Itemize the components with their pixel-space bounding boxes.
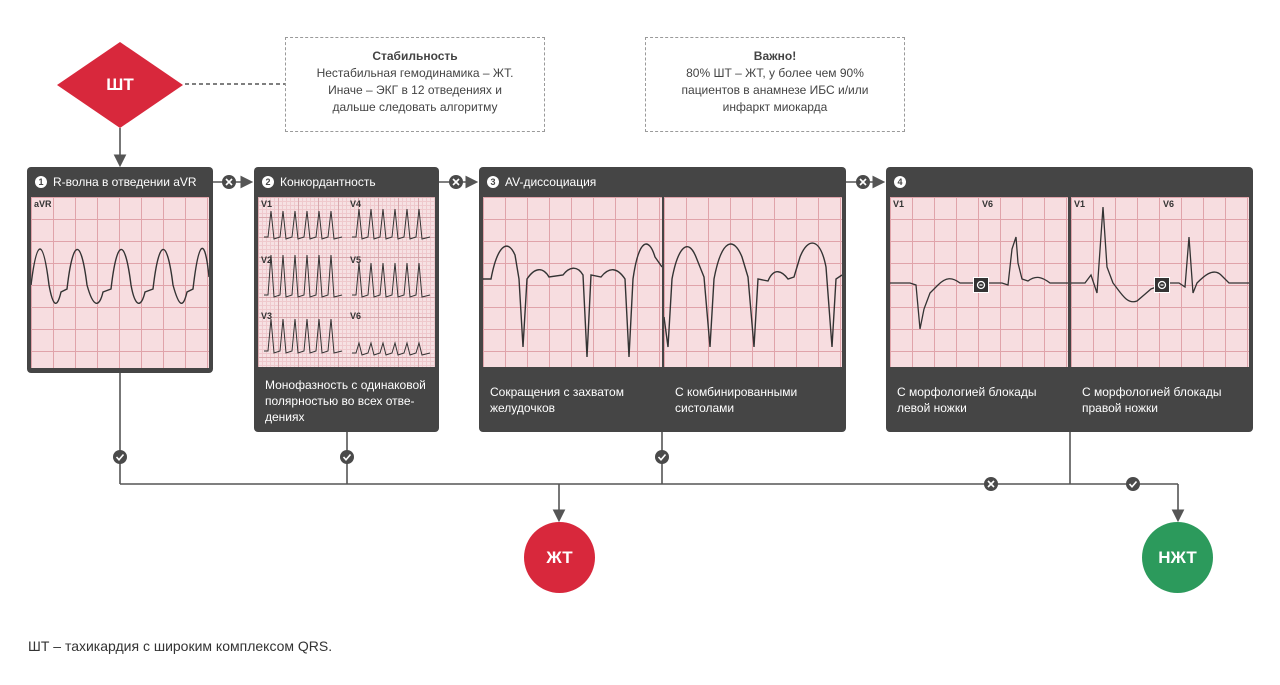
caption-line: С морфологией блокады (897, 385, 1037, 399)
lead-label: V3 (261, 311, 273, 321)
step-header (894, 175, 912, 189)
step-title: R-волна в отведении aVR (53, 175, 197, 189)
note-title: Стабильность (372, 49, 458, 63)
note-line: 80% ШТ – ЖТ, у более чем 90% (686, 66, 864, 80)
target-icon (1154, 277, 1170, 293)
lead-label: V6 (1163, 199, 1175, 209)
caption-line: С комбинированными (675, 385, 798, 399)
cross-icon (856, 175, 870, 189)
caption-line: С морфологией блокады (1082, 385, 1222, 399)
step-2-card (254, 167, 439, 432)
caption-line: дениях (265, 410, 305, 424)
step-number: 4 (894, 176, 906, 188)
start-node-label: ШТ (106, 75, 134, 94)
note-line: дальше следовать алгоритму (332, 100, 498, 114)
check-icon (1126, 477, 1140, 491)
outcome-svt: НЖТ (1142, 522, 1213, 593)
step-caption (897, 384, 1067, 416)
step-header (35, 175, 197, 189)
cross-icon (449, 175, 463, 189)
check-icon (113, 450, 127, 464)
note-important (645, 37, 905, 132)
ecg-panel-avr (31, 197, 209, 368)
footnote: ШТ – тахикардия с широким комплексом QRS. (28, 638, 333, 654)
ecg-panel-concordance (258, 197, 435, 367)
caption-line: систолами (675, 401, 735, 415)
lead-label: V6 (982, 199, 994, 209)
ecg-panel-capture-beats (483, 197, 662, 367)
note-line: Нестабильная гемодинамика – ЖТ. (316, 66, 514, 80)
lead-label: V1 (893, 199, 905, 209)
lead-label: V1 (261, 199, 273, 209)
target-icon (973, 277, 989, 293)
ecg-panel-fusion-beats (664, 197, 842, 367)
step-title: AV-диссоциация (505, 175, 597, 189)
caption-line: желудочков (490, 401, 556, 415)
note-title: Важно! (753, 49, 797, 63)
lead-label: V1 (1074, 199, 1086, 209)
note-line: пациентов в анамнезе ИБС и/или (681, 83, 869, 97)
check-icon (655, 450, 669, 464)
step-caption (675, 384, 840, 416)
note-stability (285, 37, 545, 132)
caption-line: левой ножки (897, 401, 967, 415)
step-1-card (27, 167, 213, 373)
step-number: 3 (487, 176, 499, 188)
ecg-trace (664, 197, 842, 367)
step-caption (265, 377, 435, 425)
cross-icon (984, 477, 998, 491)
ecg-panel-lbbb (890, 197, 1068, 367)
ecg-panel-rbbb (1071, 197, 1249, 367)
lead-label: V6 (350, 311, 362, 321)
step-3-card (479, 167, 846, 432)
caption-line: полярностью во всех отве- (265, 394, 415, 408)
step-number: 1 (35, 176, 47, 188)
ecg-trace (31, 197, 209, 368)
caption-line: Монофазность с одинаковой (265, 378, 426, 392)
check-icon (340, 450, 354, 464)
lead-label: V4 (350, 199, 362, 209)
step-header (487, 175, 596, 189)
cross-icon (222, 175, 236, 189)
ecg-trace (483, 197, 662, 367)
step-number: 2 (262, 176, 274, 188)
step-title: Конкордантность (280, 175, 376, 189)
caption-line: Сокращения с захватом (490, 385, 624, 399)
lead-label: aVR (34, 199, 52, 209)
lead-label: V5 (350, 255, 362, 265)
step-caption (1082, 384, 1247, 416)
step-header (262, 175, 376, 189)
caption-line: правой ножки (1082, 401, 1158, 415)
step-caption (490, 384, 660, 416)
lead-label: V2 (261, 255, 273, 265)
note-line: инфаркт миокарда (722, 100, 828, 114)
step-4-card (886, 167, 1253, 432)
ecg-traces (258, 197, 435, 367)
outcome-vt: ЖТ (524, 522, 595, 593)
note-line: Иначе – ЭКГ в 12 отведениях и (328, 83, 502, 97)
